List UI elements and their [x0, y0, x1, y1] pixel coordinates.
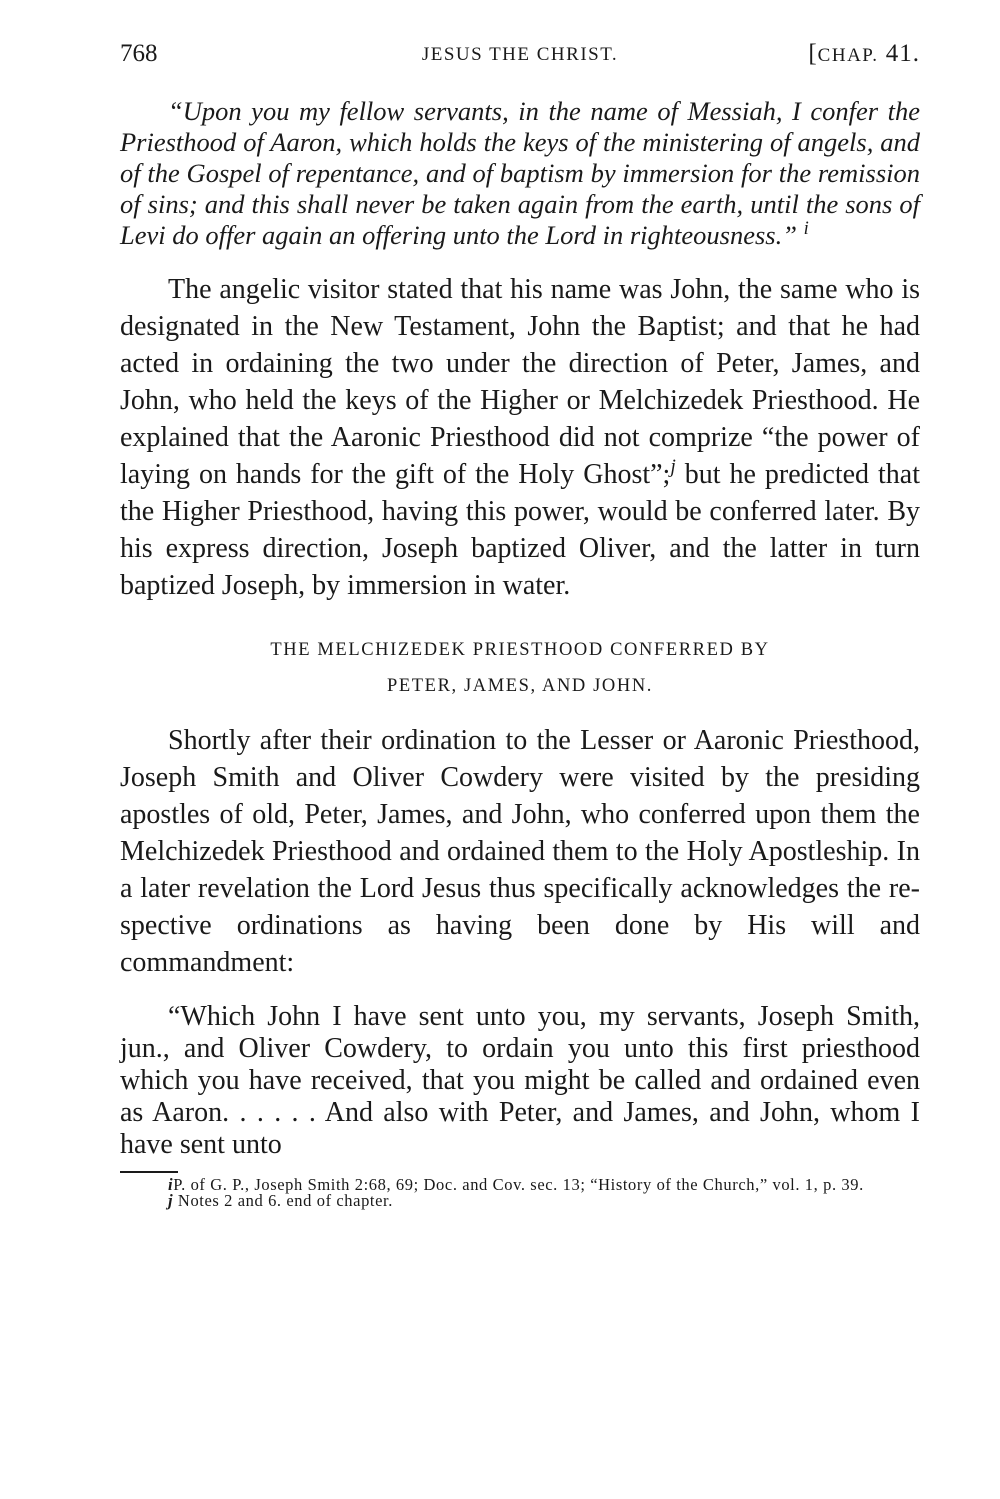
footnote-marker-i: i [168, 1175, 174, 1194]
paragraph-melchizedek: Shortly after their ordination to the Lesser or Aaronic Priesthood, Joseph Smith and Oliver Cowdery were visited by the presiding apostles of old, Peter, James, and John, who conferred upon them the Melchizedek Priesthood and ordained them to the Holy Apostleship. In a later revelation the Lord Jesus thus specifically acknowledges the respective ordinations as having been done by His will and commandment: [120, 725, 920, 978]
footnote-marker-j: j [168, 1191, 174, 1210]
chapter-bracket: [ [808, 40, 818, 67]
footnote-j [120, 1193, 920, 1209]
italic-quotation [120, 96, 920, 251]
revelation-quotation: “Which John I have sent unto you, my servants, Joseph Smith, jun., and Oliver Cowdery, to ordain you unto this first priesthood which you have received, that you might be called and ordained even as Aaron. . . . . . And also with Peter, and James, and John, whom I have sent unto [120, 1001, 920, 1160]
page-number: 768 [120, 40, 158, 67]
italic-quotation-text: “Upon you my fellow servants, in the name of Messiah, I confer the Priesthood of Aaron, which holds the keys of the ministering of angels, and of the Gospel of repentance, and of baptism by immersion for the remission of sins; and this shall never be taken again from the earth, until the sons of Levi do offer again an offering unto the Lord in righteousness.” [120, 96, 920, 250]
footnote-text-j: Notes 2 and 6. end of chapter. [177, 1191, 393, 1210]
section-heading-line-1: THE MELCHIZEDEK PRIESTHOOD CONFERRED BY [270, 640, 770, 660]
book-page [120, 40, 920, 1209]
section-heading [120, 632, 920, 704]
footnotes [120, 1177, 920, 1209]
footnote-rule [120, 1171, 178, 1173]
page-header [120, 40, 920, 80]
chapter-word: CHAP. [817, 45, 879, 66]
running-title: JESUS THE CHRIST. [421, 44, 619, 65]
paragraph-angelic-visitor-text-2: but he predicted that the Higher Priesthood, having this power, would be conferred later. By his express direction, Joseph baptized Oliver, and the latter in turn baptized Joseph, by immersion in water. [120, 459, 921, 601]
footnote-reference-j: j [670, 456, 676, 478]
footnote-reference-i: i [803, 218, 809, 240]
section-heading-line-2: PETER, JAMES, AND JOHN. [386, 676, 654, 696]
paragraph-angelic-visitor-text-1: The angelic visitor stated that his name was John, the same who is designated in the New Testament, John the Baptist; and that he had acted in ordaining the two under the direction of Peter, James, and John, who held the keys of the Higher or Melchizedek Priesthood. He explained that the Aaronic Priesthood did not comprize “the power of laying on hands for the gift of the Holy Ghost”; [120, 274, 920, 490]
chapter-label [808, 40, 920, 68]
paragraph-angelic-visitor [120, 271, 920, 604]
chapter-number: 41. [885, 40, 920, 67]
footnote-text-i: P. of G. P., Joseph Smith 2:68, 69; Doc. and Cov. sec. 13; “History of the Church,” vol. 1, p. 39. [173, 1175, 864, 1194]
